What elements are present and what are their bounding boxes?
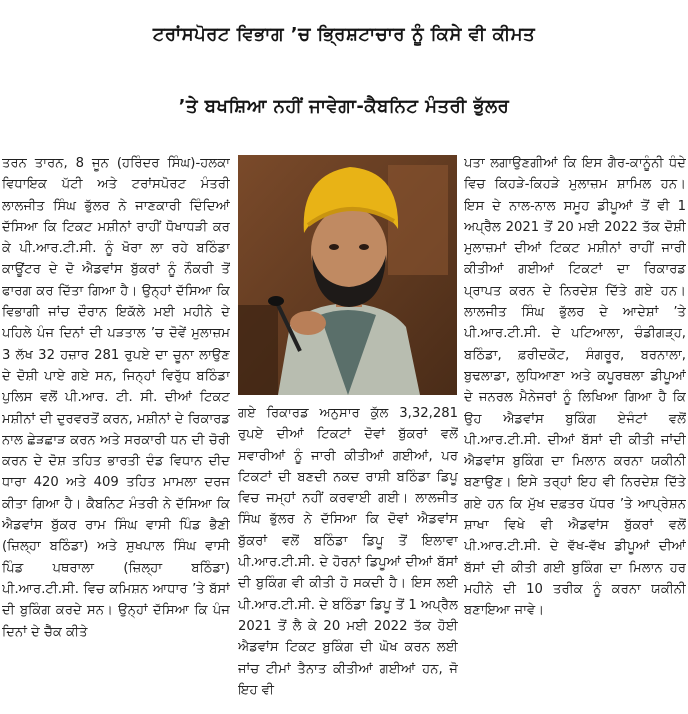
article-column-middle [238, 403, 458, 709]
article-column-left [2, 153, 230, 709]
headline-line-1: ਟਰਾਂਸਪੋਰਟ ਵਿਭਾਗ ’ਚ ਭ੍ਰਿਸ਼ਟਾਚਾਰ ਨੂੰ ਕਿਸੇ ਵੀ ਕੀਮਤ [152, 24, 536, 45]
article-text-middle: ਗਏ ਰਿਕਾਰਡ ਅਨੁਸਾਰ ਕੁੱਲ 3,32,281 ਰੁਪਏ ਦੀਆਂ ਟਿਕਟਾਂ ਦੋਵਾਂ ਬੁੱਕਰਾਂ ਵਲੋਂ ਸਵਾਰੀਆਂ ਨੂੰ ਜਾਰੀ ਕੀਤੀਆਂ ਗਈਆਂ, ਪਰ ਟਿਕਟਾਂ ਦੀ ਬਣਦੀ ਨਕਦ ਰਾਸ਼ੀ ਬਠਿੰਡਾ ਡਿਪੂ ਵਿਚ ਜਮ੍ਹਾਂ ਨਹੀਂ ਕਰਵਾਈ ਗਈ। ਲਾਲਜੀਤ ਸਿੰਘ ਭੁੱਲਰ ਨੇ ਦੱਸਿਆ ਕਿ ਦੋਵਾਂ ਐਡਵਾਂਸ ਬੁੱਕਰਾਂ ਵਲੋਂ ਬਠਿੰਡਾ ਡਿਪੂ ਤੋਂ ਇਲਾਵਾ ਪੀ.ਆਰ.ਟੀ.ਸੀ. ਦੇ ਹੋਰਨਾਂ ਡਿਪੂਆਂ ਦੀਆਂ ਬੱਸਾਂ ਦੀ ਬੁਕਿੰਗ ਵੀ ਕੀਤੀ ਹੋ ਸਕਦੀ ਹੈ। ਇਸ ਲਈ ਪੀ.ਆਰ.ਟੀ.ਸੀ. ਦੇ ਬਠਿੰਡਾ ਡਿਪੂ ਤੋਂ 1 ਅਪ੍ਰੈਲ 2021 ਤੋਂ ਲੈ ਕੇ 20 ਮਈ 2022 ਤੱਕ ਹੋਈ ਐਡਵਾਂਸ ਟਿਕਟ ਬੁਕਿੰਗ ਦੀ ਘੋਖ ਕਰਨ ਲਈ ਜਾਂਚ ਟੀਮਾਂ ਤੈਨਾਤ ਕੀਤੀਆਂ ਗਈਆਂ ਹਨ, ਜੋ ਇਹ ਵੀ [238, 406, 458, 698]
article-text-right: ਪਤਾ ਲਗਾਉਣਗੀਆਂ ਕਿ ਇਸ ਗੈਰ-ਕਾਨੂੰਨੀ ਧੰਦੇ ਵਿਚ ਕਿਹੜੇ-ਕਿਹੜੇ ਮੁਲਾਜ਼ਮ ਸ਼ਾਮਿਲ ਹਨ। ਇਸ ਦੇ ਨਾਲ-ਨਾਲ ਸਮੂਹ ਡੀਪੂਆਂ ਤੋਂ ਵੀ 1 ਅਪ੍ਰੈਲ 2021 ਤੋਂ 20 ਮਈ 2022 ਤੱਕ ਦੋਸ਼ੀ ਮੁਲਾਜ਼ਮਾਂ ਦੀਆਂ ਟਿਕਟ ਮਸ਼ੀਨਾਂ ਰਾਹੀਂ ਜਾਰੀ ਕੀਤੀਆਂ ਗਈਆਂ ਟਿਕਟਾਂ ਦਾ ਰਿਕਾਰਡ ਪ੍ਰਾਪਤ ਕਰਨ ਦੇ ਨਿਰਦੇਸ਼ ਦਿੱਤੇ ਗਏ ਹਨ। ਲਾਲਜੀਤ ਸਿੰਘ ਭੁੱਲਰ ਦੇ ਆਦੇਸ਼ਾਂ ’ਤੇ ਪੀ.ਆਰ.ਟੀ.ਸੀ. ਦੇ ਪਟਿਆਲਾ, ਚੰਡੀਗੜ੍ਹ, ਬਠਿੰਡਾ, ਫ਼ਰੀਦਕੋਟ, ਸੰਗਰੂਰ, ਬਰਨਾਲਾ, ਬੁਢਲਾਡਾ, ਲੁਧਿਆਣਾ ਅਤੇ ਕਪੂਰਥਲਾ ਡੀਪੂਆਂ ਦੇ ਜਨਰਲ ਮੈਨੇਜਰਾਂ ਨੂੰ ਲਿਖਿਆ ਗਿਆ ਹੈ ਕਿ ਉਹ ਐਡਵਾਂਸ ਬੁਕਿੰਗ ਏਜੰਟਾਂ ਵਲੋਂ ਪੀ.ਆਰ.ਟੀ.ਸੀ. ਦੀਆਂ ਬੱਸਾਂ ਦੀ ਕੀਤੀ ਜਾਂਦੀ ਐਡਵਾਂਸ ਬੁਕਿੰਗ ਦਾ ਮਿਲਾਨ ਕਰਨਾ ਯਕੀਨੀ ਬਣਾਉਣ। ਇਸੇ ਤਰ੍ਹਾਂ ਇਹ ਵੀ ਨਿਰਦੇਸ਼ ਦਿੱਤੇ ਗਏ ਹਨ ਕਿ ਮੁੱਖ ਦਫ਼ਤਰ ਪੱਧਰ ’ਤੇ ਆਪ੍ਰੇਸ਼ਨ ਸ਼ਾਖਾ ਵਿਖੇ ਵੀ ਐਡਵਾਂਸ ਬੁੱਕਰਾਂ ਵਲੋਂ ਪੀ.ਆਰ.ਟੀ.ਸੀ. ਦੇ ਵੱਖ-ਵੱਖ ਡੀਪੂਆਂ ਦੀਆਂ ਬੱਸਾਂ ਦੀ ਕੀਤੀ ਗਈ ਬੁਕਿੰਗ ਦਾ ਮਿਲਾਨ ਹਰ ਮਹੀਨੇ ਦੀ 10 ਤਰੀਕ ਨੂੰ ਕਰਨਾ ਯਕੀਨੀ ਬਣਾਇਆ ਜਾਵੇ। [464, 156, 686, 619]
person-photo-icon [238, 155, 457, 395]
article-text-left: ਤਰਨ ਤਾਰਨ, 8 ਜੂਨ (ਹਰਿੰਦਰ ਸਿੰਘ)-ਹਲਕਾ ਵਿਧਾਇਕ ਪੱਟੀ ਅਤੇ ਟਰਾਂਸਪੋਰਟ ਮੰਤਰੀ ਲਾਲਜੀਤ ਸਿੰਘ ਭੁੱਲਰ ਨੇ ਜਾਣਕਾਰੀ ਦਿੰਦਿਆਂ ਦੱਸਿਆ ਕਿ ਟਿਕਟ ਮਸ਼ੀਨਾਂ ਰਾਹੀਂ ਧੋਖਾਧੜੀ ਕਰ ਕੇ ਪੀ.ਆਰ.ਟੀ.ਸੀ. ਨੂੰ ਖੋਰਾ ਲਾ ਰਹੇ ਬਠਿੰਡਾ ਕਾਊਂਟਰ ਦੇ ਦੋ ਐਡਵਾਂਸ ਬੁੱਕਰਾਂ ਨੂੰ ਨੌਕਰੀ ਤੋਂ ਫਾਰਗ ਕਰ ਦਿੱਤਾ ਗਿਆ ਹੈ। ਉਨ੍ਹਾਂ ਦੱਸਿਆ ਕਿ ਵਿਭਾਗੀ ਜਾਂਚ ਦੌਰਾਨ ਇਕੱਲੇ ਮਈ ਮਹੀਨੇ ਦੇ ਪਹਿਲੇ ਪੰਜ ਦਿਨਾਂ ਦੀ ਪੜਤਾਲ ’ਚ ਦੋਵੇਂ ਮੁਲਾਜ਼ਮ 3 ਲੱਖ 32 ਹਜ਼ਾਰ 281 ਰੁਪਏ ਦਾ ਚੂਨਾ ਲਾਉਣ ਦੇ ਦੋਸ਼ੀ ਪਾਏ ਗਏ ਸਨ, ਜਿਨ੍ਹਾਂ ਵਿਰੁੱਧ ਬਠਿੰਡਾ ਪੁਲਿਸ ਵਲੋਂ ਪੀ.ਆਰ. ਟੀ. ਸੀ. ਦੀਆਂ ਟਿਕਟ ਮਸ਼ੀਨਾਂ ਦੀ ਦੁਰਵਰਤੋਂ ਕਰਨ, ਮਸ਼ੀਨਾਂ ਦੇ ਰਿਕਾਰਡ ਨਾਲ ਛੇੜਛਾੜ ਕਰਨ ਅਤੇ ਸਰਕਾਰੀ ਧਨ ਦੀ ਚੋਰੀ ਕਰਨ ਦੇ ਦੋਸ਼ ਤਹਿਤ ਭਾਰਤੀ ਦੰਡ ਵਿਧਾਨ ਦੀਦ ਧਾਰਾ 420 ਅਤੇ 409 ਤਹਿਤ ਮਾਮਲਾ ਦਰਜ ਕੀਤਾ ਗਿਆ ਹੈ। ਕੈਬਨਿਟ ਮੰਤਰੀ ਨੇ ਦੱਸਿਆ ਕਿ ਐਡਵਾਂਸ ਬੁੱਕਰ ਰਾਮ ਸਿੰਘ ਵਾਸੀ ਪਿੰਡ ਭੈਣੀ (ਜ਼ਿਲ੍ਹਾ ਬਠਿੰਡਾ) ਅਤੇ ਸੁਖਪਾਲ ਸਿੰਘ ਵਾਸੀ ਪਿੰਡ ਪਥਰਾਲਾ (ਜ਼ਿਲ੍ਹਾ ਬਠਿੰਡਾ) ਪੀ.ਆਰ.ਟੀ.ਸੀ. ਵਿਚ ਕਮਿਸ਼ਨ ਆਧਾਰ ’ਤੇ ਬੱਸਾਂ ਦੀ ਬੁਕਿੰਗ ਕਰਦੇ ਸਨ। ਉਨ੍ਹਾਂ ਦੱਸਿਆ ਕਿ ਪੰਜ ਦਿਨਾਂ ਦੇ ਚੈੱਕ ਕੀਤੇ [2, 156, 230, 640]
minister-photo [238, 155, 457, 395]
headline-line-2: ’ਤੇ ਬਖਸ਼ਿਆ ਨਹੀਂ ਜਾਵੇਗਾ-ਕੈਬਨਿਟ ਮੰਤਰੀ ਭੁੱਲਰ [178, 96, 510, 117]
article-column-right [464, 153, 686, 709]
